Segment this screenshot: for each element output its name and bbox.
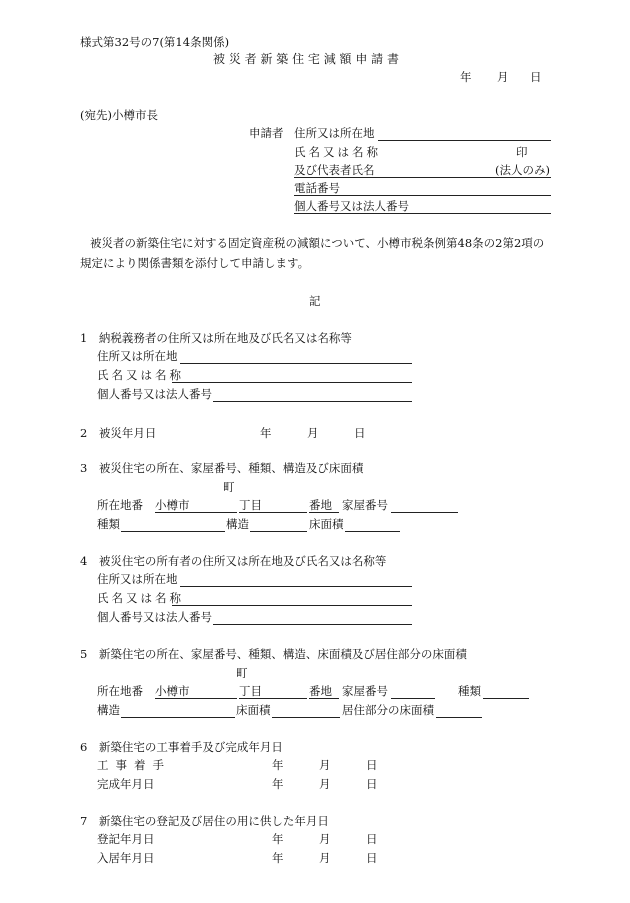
s5-residential-area-field[interactable] <box>436 717 482 718</box>
date-day[interactable]: 日 <box>530 70 542 84</box>
section7-heading: 7 新築住宅の登記及び居住の用に供した年月日 <box>80 814 329 828</box>
s7-registration-month[interactable]: 月 <box>319 832 331 846</box>
s5-chome: 丁目 <box>239 684 262 698</box>
s1-id-label: 個人番号又は法人番号 <box>97 387 212 401</box>
s3-city: 小樽市 <box>155 498 190 512</box>
s6-start-year[interactable]: 年 <box>272 758 284 772</box>
s6-complete-month[interactable]: 月 <box>319 777 331 791</box>
phone-field[interactable] <box>294 195 551 196</box>
applicant-name-label: 氏名又は名称 <box>294 145 381 159</box>
body-text-line2: 規定により関係書類を添付して申請します。 <box>80 256 310 270</box>
representative-underline <box>294 177 551 178</box>
form-number: 様式第32号の7(第14条関係) <box>80 35 230 49</box>
phone-label: 電話番号 <box>294 181 340 195</box>
s1-name-field[interactable] <box>172 382 412 383</box>
seal-mark: 印 <box>516 145 528 159</box>
applicant-address-label: 住所又は所在地 <box>294 126 375 140</box>
s3-chome: 丁目 <box>239 498 262 512</box>
s2-year[interactable]: 年 <box>260 426 272 440</box>
id-number-label: 個人番号又は法人番号 <box>294 199 409 213</box>
s5-residential-area-label: 居住部分の床面積 <box>342 703 434 717</box>
s5-floor-area-label: 床面積 <box>236 703 271 717</box>
s1-name-label: 氏名又は名称 <box>97 368 184 382</box>
s3-structure-label: 構造 <box>226 517 249 531</box>
s7-move-in-month[interactable]: 月 <box>319 851 331 865</box>
s3-house-number-label: 家屋番号 <box>342 498 388 512</box>
s7-registration-label: 登記年月日 <box>97 832 155 846</box>
body-text-line1: 被災者の新築住宅に対する固定資産税の減額について、小樽市税条例第48条の2第2項の <box>90 236 545 250</box>
s3-banchi-field[interactable] <box>309 512 339 513</box>
s7-registration-year[interactable]: 年 <box>272 832 284 846</box>
form-title: 被 災 者 新 築 住 宅 減 額 申 請 書 <box>213 52 399 66</box>
s3-location-label: 所在地番 <box>97 498 143 512</box>
s3-floor-area-field[interactable] <box>345 531 400 532</box>
s4-name-field[interactable] <box>172 605 412 606</box>
s6-start-day[interactable]: 日 <box>366 758 378 772</box>
s7-move-in-day[interactable]: 日 <box>366 851 378 865</box>
s2-day[interactable]: 日 <box>354 426 366 440</box>
s5-banchi-field[interactable] <box>309 698 339 699</box>
s5-banchi: 番地 <box>309 684 332 698</box>
date-year[interactable]: 年 <box>460 70 472 84</box>
representative-label: 及び代表者氏名 <box>294 163 375 177</box>
s6-complete-day[interactable]: 日 <box>366 777 378 791</box>
s4-address-field[interactable] <box>180 586 412 587</box>
s4-name-label: 氏名又は名称 <box>97 591 184 605</box>
s5-town-field[interactable] <box>155 698 237 699</box>
s7-registration-day[interactable]: 日 <box>366 832 378 846</box>
s5-cho: 町 <box>236 666 248 680</box>
section3-heading: 3 被災住宅の所在、家屋番号、種類、構造及び床面積 <box>80 461 364 475</box>
section1-heading: 1 納税義務者の住所又は所在地及び氏名又は名称等 <box>80 331 352 345</box>
s3-chome-field[interactable] <box>239 512 307 513</box>
s5-location-label: 所在地番 <box>97 684 143 698</box>
id-number-field[interactable] <box>294 213 551 214</box>
s5-structure-field[interactable] <box>121 717 235 718</box>
date-month[interactable]: 月 <box>497 70 509 84</box>
s3-kind-label: 種類 <box>97 517 120 531</box>
s5-chome-field[interactable] <box>239 698 307 699</box>
s3-town-field[interactable] <box>155 512 237 513</box>
s3-kind-field[interactable] <box>121 531 225 532</box>
s5-kind-field[interactable] <box>483 698 529 699</box>
applicant-label: 申請者 <box>249 126 284 140</box>
s3-structure-field[interactable] <box>250 531 307 532</box>
corp-only-note: (法人のみ) <box>495 163 550 177</box>
s3-floor-area-label: 床面積 <box>309 517 344 531</box>
addressee: (宛先)小樽市長 <box>80 108 158 122</box>
section4-heading: 4 被災住宅の所有者の住所又は所在地及び氏名又は名称等 <box>80 554 387 568</box>
s5-house-number-field[interactable] <box>391 698 435 699</box>
s7-move-in-label: 入居年月日 <box>97 851 155 865</box>
s2-month[interactable]: 月 <box>307 426 319 440</box>
s5-structure-label: 構造 <box>97 703 120 717</box>
ki-heading: 記 <box>309 294 321 308</box>
s4-id-label: 個人番号又は法人番号 <box>97 610 212 624</box>
s7-move-in-year[interactable]: 年 <box>272 851 284 865</box>
s4-id-field[interactable] <box>213 624 412 625</box>
s1-id-field[interactable] <box>213 401 412 402</box>
section2-heading: 2 被災年月日 <box>80 426 157 440</box>
s1-address-field[interactable] <box>180 363 412 364</box>
s1-address-label: 住所又は所在地 <box>97 349 178 363</box>
s5-floor-area-field[interactable] <box>272 717 340 718</box>
s4-address-label: 住所又は所在地 <box>97 572 178 586</box>
s3-cho: 町 <box>223 480 235 494</box>
s5-city: 小樽市 <box>155 684 190 698</box>
s6-complete-year[interactable]: 年 <box>272 777 284 791</box>
s5-house-number-label: 家屋番号 <box>342 684 388 698</box>
section6-heading: 6 新築住宅の工事着手及び完成年月日 <box>80 740 283 754</box>
s6-start-label: 工事着手 <box>97 758 171 772</box>
s5-kind-label: 種類 <box>458 684 481 698</box>
section5-heading: 5 新築住宅の所在、家屋番号、種類、構造、床面積及び居住部分の床面積 <box>80 647 467 661</box>
applicant-address-field[interactable] <box>378 140 551 141</box>
s6-start-month[interactable]: 月 <box>319 758 331 772</box>
s3-house-number-field[interactable] <box>391 512 458 513</box>
s3-banchi: 番地 <box>309 498 332 512</box>
s6-complete-label: 完成年月日 <box>97 777 155 791</box>
